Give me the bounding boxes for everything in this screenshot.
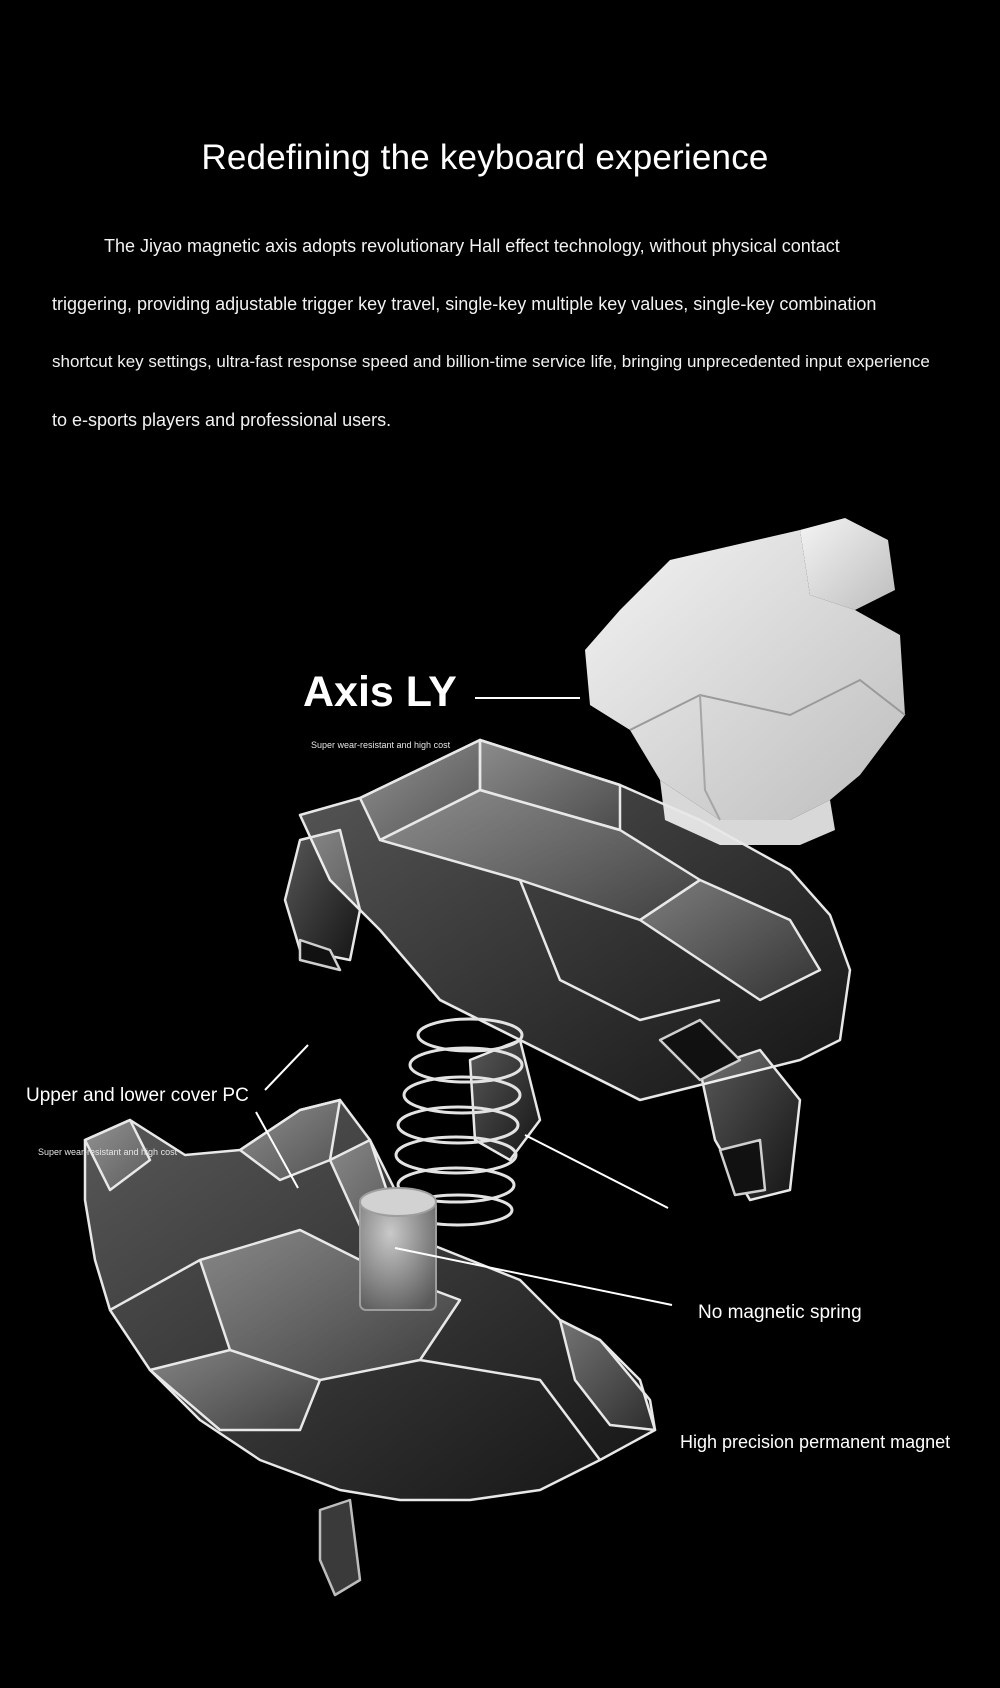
page-title: Redefining the keyboard experience bbox=[201, 138, 769, 177]
intro-line: to e-sports players and professional users. bbox=[52, 410, 392, 430]
axis-callout-subtitle: Super wear-resistant and high cost bbox=[311, 740, 451, 750]
magnet-callout-title: High precision permanent magnet bbox=[680, 1432, 951, 1452]
lower-housing-icon bbox=[85, 1100, 655, 1595]
intro-line: shortcut key settings, ultra-fast response speed and billion-time service life, bringing unprecedented input experience bbox=[52, 352, 930, 371]
cover-callout-subtitle: Super wear-resistant and high cost bbox=[38, 1147, 178, 1157]
spring-callout-title: No magnetic spring bbox=[698, 1302, 862, 1323]
intro-line: triggering, providing adjustable trigger key travel, single-key multiple key values, single-key combination bbox=[52, 294, 877, 314]
cover-callout-title: Upper and lower cover PC bbox=[26, 1085, 249, 1106]
axis-callout-title: Axis LY bbox=[303, 668, 457, 716]
intro-line: The Jiyao magnetic axis adopts revolutionary Hall effect technology, without physical contact bbox=[104, 236, 840, 256]
